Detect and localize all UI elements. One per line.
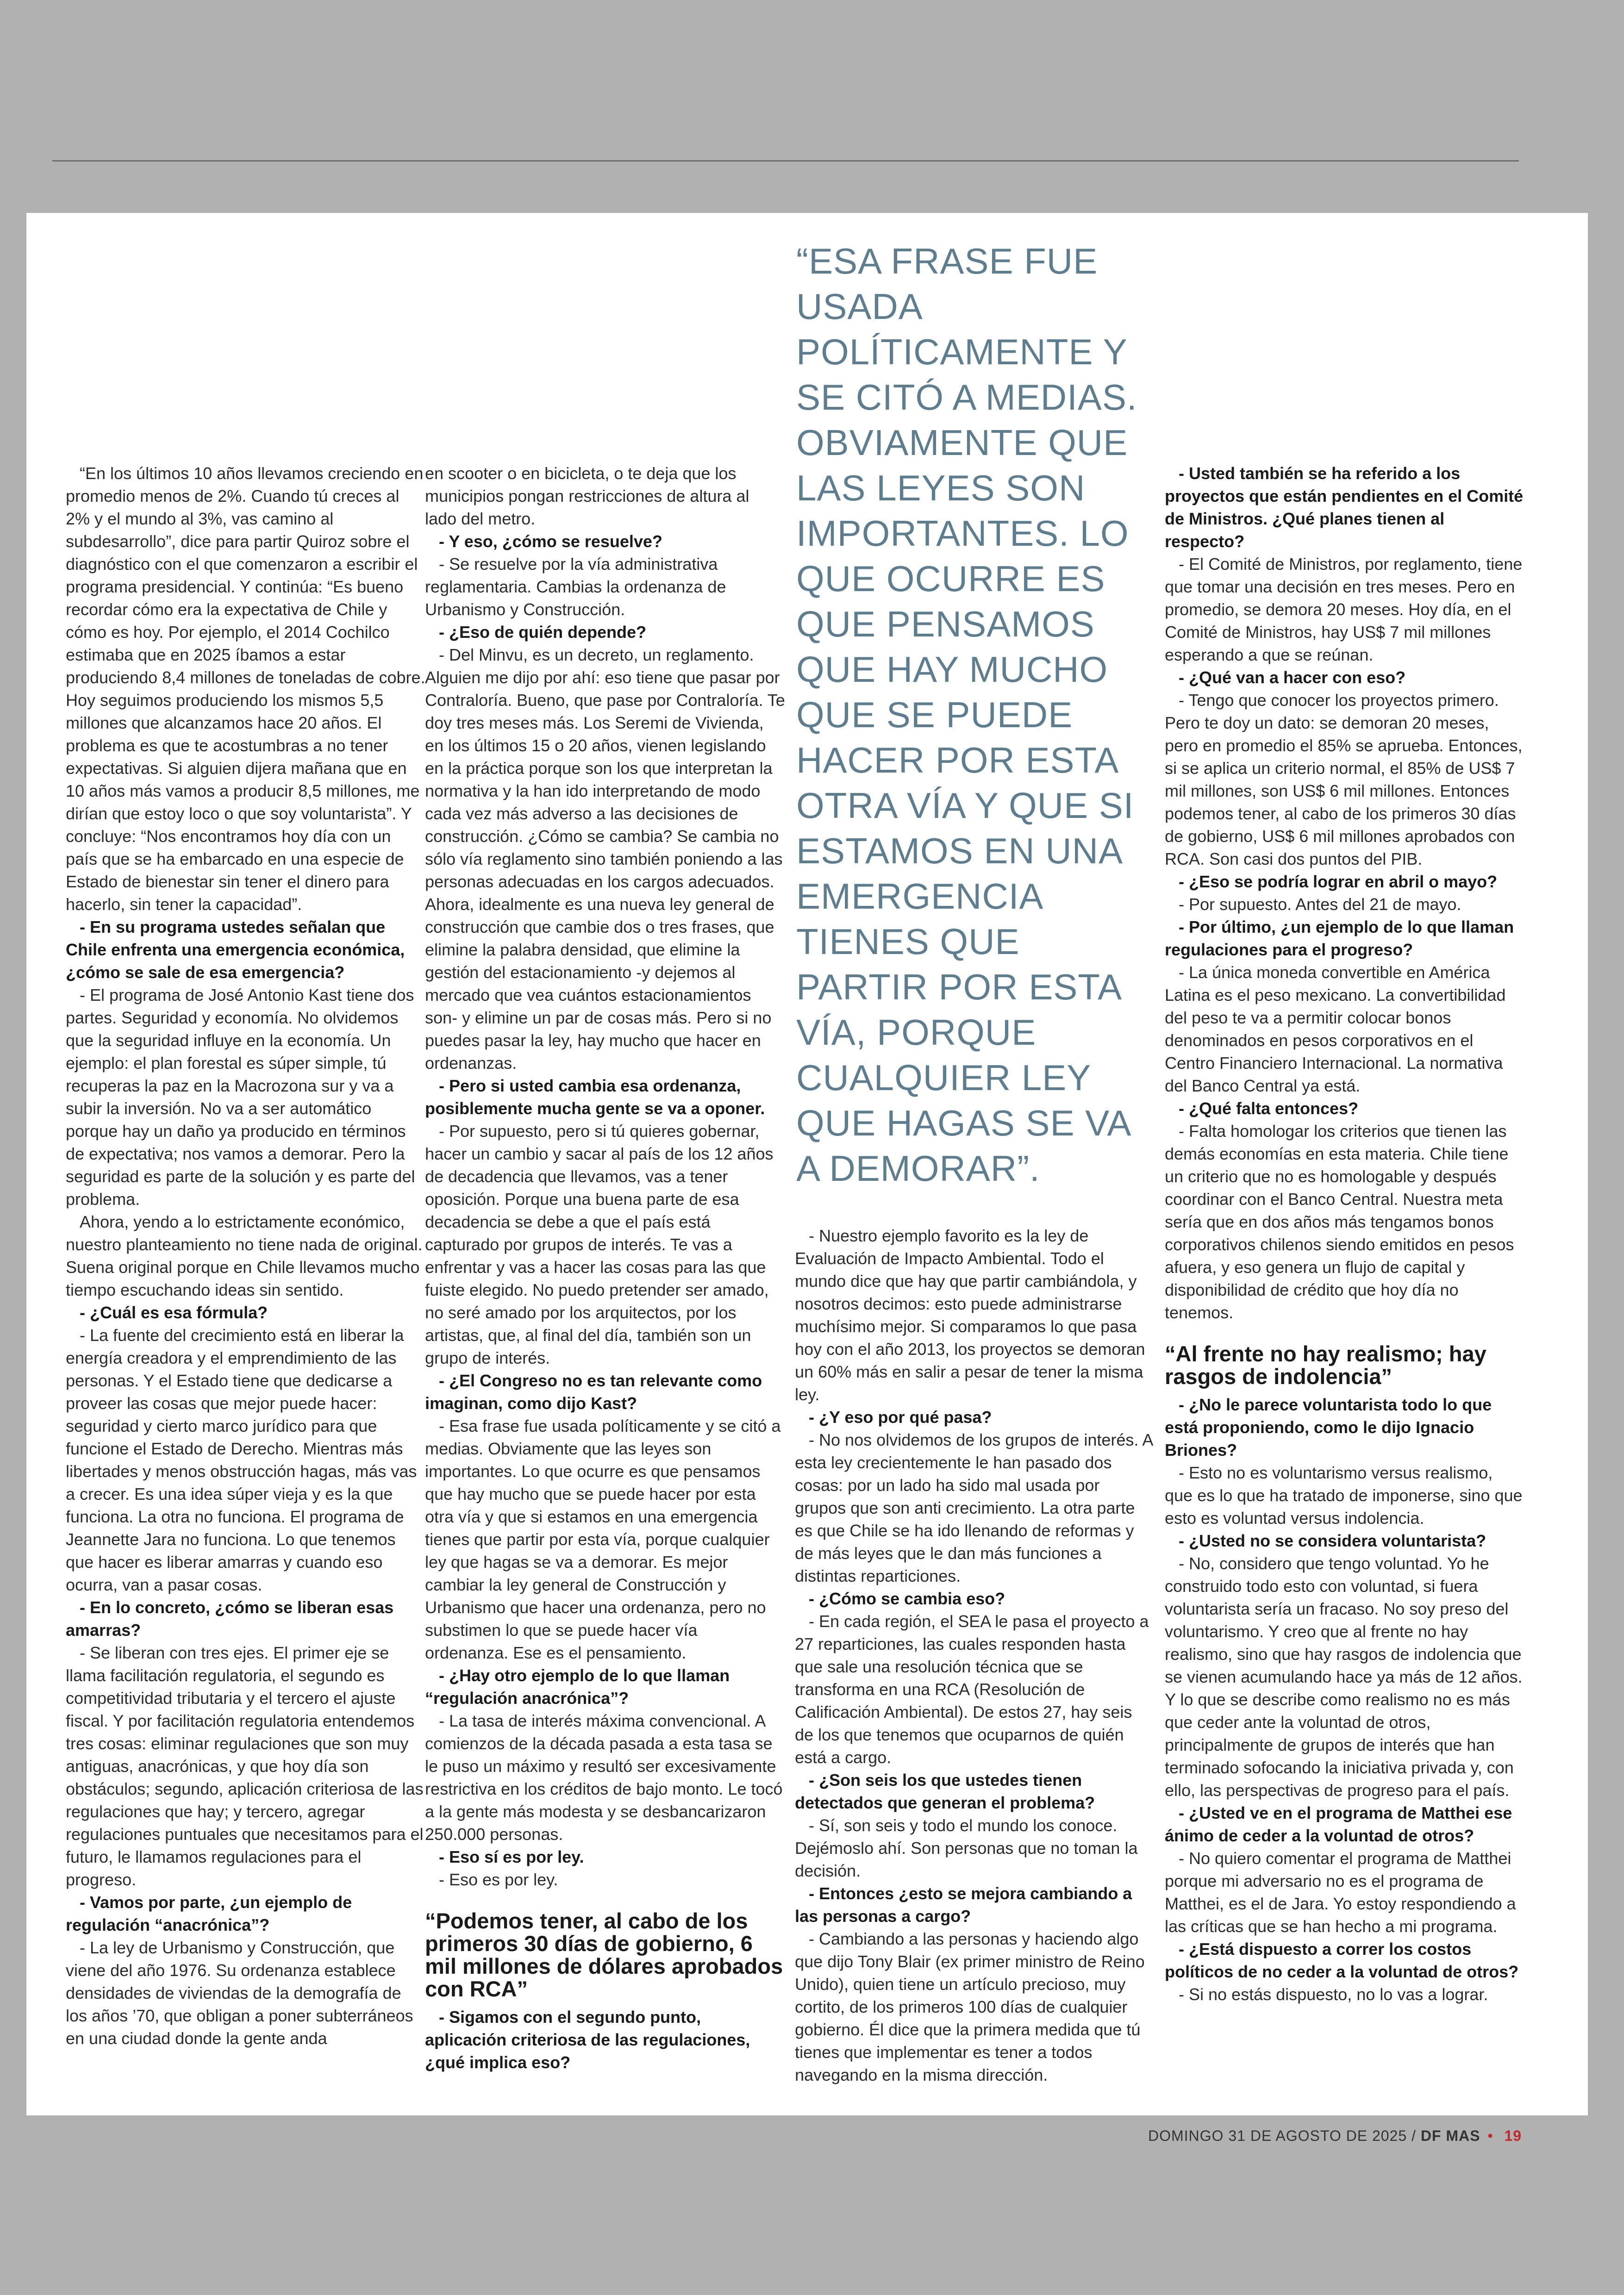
article-paragraph: - Esto no es voluntarismo versus realismo, que es lo que ha tratado de imponerse, sino que esto es voluntad versus indolencia.	[1165, 1463, 1523, 1528]
interview-question: - Usted también se ha referido a los proyectos que están pendientes en el Comité de Ministros. ¿Qué planes tienen al respecto?	[1165, 464, 1524, 551]
interview-question: - En su programa ustedes señalan que Chile enfrenta una emergencia económica, ¿cómo se sale de esa emergencia?	[66, 917, 405, 982]
article-paragraph: - Eso es por ley.	[439, 1870, 558, 1889]
interview-question: - ¿Qué falta entonces?	[1179, 1099, 1359, 1118]
interview-question: - ¿El Congreso no es tan relevante como imaginan, como dijo Kast?	[425, 1371, 762, 1413]
article-paragraph: - El programa de José Antonio Kast tiene dos partes. Seguridad y economía. No olvidemos que la seguridad influye en la economía. Un ejemplo: el plan forestal es súper simple, tú recuperas la paz en la Macrozona sur y va a subir la inversión. No va a ser automático porque hay un daño ya producido en términos de expectativa; nos vamos a demorar. Pero la seguridad es parte de la solución y es parte del problema.	[66, 985, 415, 1209]
interview-question: - ¿No le parece voluntarista todo lo que está proponiendo, como le dijo Ignacio Briones?	[1165, 1395, 1492, 1459]
article-paragraph: - Tengo que conocer los proyectos primero. Pero te doy un dato: se demoran 20 meses, pero en promedio el 85% se aprueba. Entonces, si se aplica un criterio normal, el 85% de US$ 7 mil millones, son US$ 6 mil millones. Entonces podemos tener, al cabo de los primeros 30 días de gobierno, US$ 6 mil millones aprobados con RCA. Son casi dos puntos del PIB.	[1165, 691, 1523, 868]
interview-question: - ¿Y eso por qué pasa?	[809, 1408, 992, 1427]
article-paragraph: - La ley de Urbanismo y Construcción, que viene del año 1976. Su ordenanza establece densidades de viviendas de la demografía de los años ’70, que obligan a poner subterráneos en una ciudad donde la gente anda	[66, 1938, 413, 2048]
article-paragraph: Ahora, yendo a lo estrictamente económico, nuestro planteamiento no tiene nada de original. Suena original porque en Chile llevamos mucho tiempo escuchando ideas sin sentido.	[66, 1212, 423, 1299]
article-paragraph: - Se resuelve por la vía administrativa reglamentaria. Cambias la ordenanza de Urbanismo y Construcción.	[425, 555, 726, 619]
article-paragraph: - La única moneda convertible en América Latina es el peso mexicano. La convertibilidad del peso te va a permitir colocar bonos denominados en pesos corporativos en el Centro Financiero Internacional. La normativa del Banco Central ya está.	[1165, 963, 1506, 1095]
article-paragraph: - No, considero que tengo voluntad. Yo he construido todo esto con voluntad, si fuera voluntarista sería un fracaso. No soy preso del voluntarismo. Y creo que al frente no hay realismo, sino que hay rasgos de indolencia que se vienen acumulando hace ya más de 12 años. Y lo que se describe como realismo no es más que ceder ante la voluntad de otros, principalmente de grupos de interés que han terminado sofocando la iniciativa privada y, con ello, las perspectivas de progreso para el país.	[1165, 1554, 1523, 1800]
footer-publication: DF MAS	[1420, 2127, 1480, 2144]
article-column-2	[425, 462, 785, 2074]
article-paragraph: - Falta homologar los criterios que tienen las demás economías en esta materia. Chile tiene un criterio que no es homologable y después coordinar con el Banco Central. Nuestra meta sería que en dos años más tengamos bonos corporativos chilenos siendo emitidos en pesos afuera, y eso genera un flujo de capital y disponibilidad de crédito que hoy día no tenemos.	[1165, 1122, 1514, 1322]
article-paragraph: - No nos olvidemos de los grupos de interés. A esta ley crecientemente le han pasado dos cosas: por un lado ha sido mal usada por grupos que son anti crecimiento. La otra parte es que Chile se ha ido llenando de reformas y de más leyes que le dan más funciones a distintas reparticiones.	[795, 1430, 1153, 1585]
article-paragraph: - Se liberan con tres ejes. El primer eje se llama facilitación regulatoria, el segundo es competitividad tributaria y el tercero el ajuste fiscal. Y por facilitación regulatoria entendemos tres cosas: eliminar regulaciones que son muy antiguas, anacrónicas, y que hoy día son obstáculos; segundo, aplicación criteriosa de las regulaciones que hay; y tercero, agregar regulaciones puntuales que necesitamos para el futuro, le llamamos regulaciones para el progreso.	[66, 1643, 424, 1889]
magazine-page	[26, 213, 1588, 2115]
section-heading: “Podemos tener, al cabo de los primeros 30 días de gobierno, 6 mil millones de dólares aprobados con RCA”	[425, 1908, 783, 2001]
article-paragraph: - No quiero comentar el programa de Matthei porque mi adversario no es el programa de Matthei, es el de Jara. Yo estoy respondiendo a las críticas que se han hecho a mi programa.	[1165, 1849, 1516, 1936]
interview-question: - ¿Eso se podría lograr en abril o mayo?	[1179, 872, 1498, 891]
article-paragraph: - Por supuesto. Antes del 21 de mayo.	[1179, 895, 1462, 914]
interview-question: - Sigamos con el segundo punto, aplicación criteriosa de las regulaciones, ¿qué implica eso?	[425, 2008, 750, 2072]
interview-question: - Vamos por parte, ¿un ejemplo de regulación “anacrónica”?	[66, 1893, 352, 1934]
article-paragraph: - En cada región, el SEA le pasa el proyecto a 27 reparticiones, las cuales responden hasta que sale una resolución técnica que se transforma en una RCA (Resolución de Calificación Ambiental). De estos 27, hay seis de los que tenemos que ocuparnos de quién está a cargo.	[795, 1612, 1149, 1767]
article-paragraph: - La fuente del crecimiento está en liberar la energía creadora y el emprendimiento de las personas. Y el Estado tiene que dedicarse a proveer las cosas que mejor puede hacer: seguridad y cierto marco jurídico para que funcione el Estado de Derecho. Mientras más libertades y menos obstrucción hagas, más vas a crecer. Es una idea súper vieja y es la que funciona. La otra no funciona. El programa de Jeannette Jara no funciona. Lo que tenemos que hacer es liberar amarras y cuando eso ocurra, van a pasar cosas.	[66, 1326, 417, 1594]
interview-question: - ¿Usted no se considera voluntarista?	[1179, 1531, 1487, 1550]
article-paragraph: - Nuestro ejemplo favorito es la ley de Evaluación de Impacto Ambiental. Todo el mundo dice que hay que partir cambiándola, y nosotros decimos: esto puede administrarse muchísimo mejor. Si comparamos lo que pasa hoy con el año 2013, los proyectos se demoran un 60% más en salir a pesar de tener la misma ley.	[795, 1226, 1145, 1404]
interview-question: - Y eso, ¿cómo se resuelve?	[439, 532, 662, 551]
article-paragraph: - Por supuesto, pero si tú quieres gobernar, hacer un cambio y sacar al país de los 12 años de decadencia que llevamos, vas a tener oposición. Porque una buena parte de esa decadencia se debe a que el país está capturado por grupos de interés. Te vas a enfrentar y vas a hacer las cosas para las que fuiste elegido. No puedo pretender ser amado, no seré amado por los arquitectos, por los artistas, que, al final del día, también son un grupo de interés.	[425, 1122, 774, 1367]
article-column-4	[1165, 462, 1525, 2006]
article-column-3	[795, 1224, 1155, 2086]
page-number: 19	[1504, 2127, 1522, 2144]
interview-question: - ¿Cómo se cambia eso?	[809, 1589, 1006, 1608]
article-paragraph: “En los últimos 10 años llevamos creciendo en promedio menos de 2%. Cuando tú creces al 2% y el mundo al 3%, vas camino al subdesarrollo”, dice para partir Quiroz sobre el diagnóstico con el que comenzaron a escribir el programa presidencial. Y continúa: “Es bueno recordar cómo era la expectativa de Chile y cómo es hoy. Por ejemplo, el 2014 Cochilco estimaba que en 2025 íbamos a estar produciendo 8,4 millones de toneladas de cobre. Hoy seguimos produciendo los mismos 5,5 millones que alcanzamos hace 20 años. El problema es que te acostumbras a no tener expectativas. Si alguien dijera mañana que en 10 años más vamos a producir 8,5 millones, me dirían que estoy loco o que soy voluntarista”. Y concluye: “Nos encontramos hoy día con un país que se ha embarcado en una especie de Estado de bienestar sin tener el dinero para hacerlo, sin tener la capacidad”.	[66, 464, 425, 914]
article-paragraph: - Si no estás dispuesto, no lo vas a lograr.	[1179, 1985, 1488, 2004]
interview-question: - Entonces ¿esto se mejora cambiando a las personas a cargo?	[795, 1884, 1132, 1926]
footer-separator: •	[1487, 2127, 1493, 2144]
article-paragraph: - El Comité de Ministros, por reglamento, tiene que tomar una decisión en tres meses. Pero en promedio, se demora 20 meses. Hoy día, en el Comité de Ministros, hay US$ 7 mil millones esperando a que se reúnan.	[1165, 555, 1523, 664]
interview-question: - Eso sí es por ley.	[439, 1847, 584, 1866]
article-paragraph: - Sí, son seis y todo el mundo los conoce. Dejémoslo ahí. Son personas que no toman la decisión.	[795, 1816, 1138, 1880]
article-paragraph: - Del Minvu, es un decreto, un reglamento. Alguien me dijo por ahí: eso tiene que pasar por Contraloría. Bueno, que pase por Contraloría. Te doy tres meses más. Los Seremi de Vivienda, en los últimos 15 o 20 años, vienen legislando en la práctica porque son los que interpretan la normativa y la han ido interpretando de modo cada vez más adverso a las decisiones de construcción. ¿Cómo se cambia? Se cambia no sólo vía reglamento sino también poniendo a las personas adecuadas en los cargos adecuados. Ahora, idealmente es una nueva ley general de construcción que cambie dos o tres frases, que elimine la palabra densidad, que elimine la gestión del estacionamiento -y dejemos al mercado que vea cuántos estacionamientos son- y elimine un par de cosas más. Pero si no puedes pasar la ley, hay mucho que hacer en ordenanzas.	[425, 645, 785, 1073]
interview-question: - ¿Son seis los que ustedes tienen detectados que generan el problema?	[795, 1771, 1095, 1812]
interview-question: - Pero si usted cambia esa ordenanza, posiblemente mucha gente se va a oponer.	[425, 1076, 765, 1118]
interview-question: - ¿Eso de quién depende?	[439, 623, 647, 642]
interview-question: - En lo concreto, ¿cómo se liberan esas amarras?	[66, 1598, 394, 1640]
article-paragraph: - La tasa de interés máxima convencional. A comienzos de la década pasada a esta tasa se le puso un máximo y resultó ser excesivamente restrictiva en los créditos de bajo monto. Le tocó a la gente más modesta y se desbancarizaron 250.000 personas.	[425, 1711, 783, 1844]
article-paragraph: en scooter o en bicicleta, o te deja que los municipios pongan restricciones de altura al lado del metro.	[425, 464, 750, 528]
section-heading: “Al frente no hay realismo; hay rasgos de indolencia”	[1165, 1341, 1487, 1389]
article-paragraph: - Cambiando a las personas y haciendo algo que dijo Tony Blair (ex primer ministro de Reino Unido), quien tiene un artículo precioso, muy cortito, de los primeros 100 días de cualquier gobierno. Él dice que la primera medida que tú tienes que implementar es tener a todos navegando en la misma dirección.	[795, 1929, 1145, 2084]
interview-question: - ¿Usted ve en el programa de Matthei ese ánimo de ceder a la voluntad de otros?	[1165, 1803, 1512, 1845]
top-rule	[52, 160, 1519, 162]
page-footer	[1148, 2127, 1522, 2145]
article-paragraph: - Esa frase fue usada políticamente y se citó a medias. Obviamente que las leyes son importantes. Lo que ocurre es que pensamos que hay mucho que se puede hacer por esta otra vía y que si estamos en una emergencia tienes que partir por esta vía, porque cualquier ley que hagas se va a demorar. Es mejor cambiar la ley general de Construcción y Urbanismo que hacer una ordenanza, pero no substimen lo que se puede hacer vía ordenanza. Ese es el pensamiento.	[425, 1416, 781, 1662]
article-column-1	[66, 462, 426, 2050]
footer-date: DOMINGO 31 DE AGOSTO DE 2025 /	[1148, 2127, 1416, 2144]
pull-quote: “ESA FRASE FUE USADA POLÍTICAMENTE Y SE CITÓ A MEDIAS. OBVIAMENTE QUE LAS LEYES SON IMPORTANTES. LO QUE OCURRE ES QUE PENSAMOS QUE HAY MUCHO QUE SE PUEDE HACER POR ESTA OTRA VÍA Y QUE SI ESTAMOS EN UNA EMERGENCIA TIENES QUE PARTIR POR ESTA VÍA, PORQUE CUALQUIER LEY QUE HAGAS SE VA A DEMORAR”.	[796, 241, 1137, 1189]
interview-question: - ¿Está dispuesto a correr los costos políticos de no ceder a la voluntad de otros?	[1165, 1940, 1519, 1981]
interview-question: - Por último, ¿un ejemplo de lo que llaman regulaciones para el progreso?	[1165, 917, 1514, 959]
interview-question: - ¿Qué van a hacer con eso?	[1179, 668, 1406, 687]
interview-question: - ¿Hay otro ejemplo de lo que llaman “regulación anacrónica”?	[425, 1666, 730, 1708]
interview-question: - ¿Cuál es esa fórmula?	[80, 1303, 268, 1322]
